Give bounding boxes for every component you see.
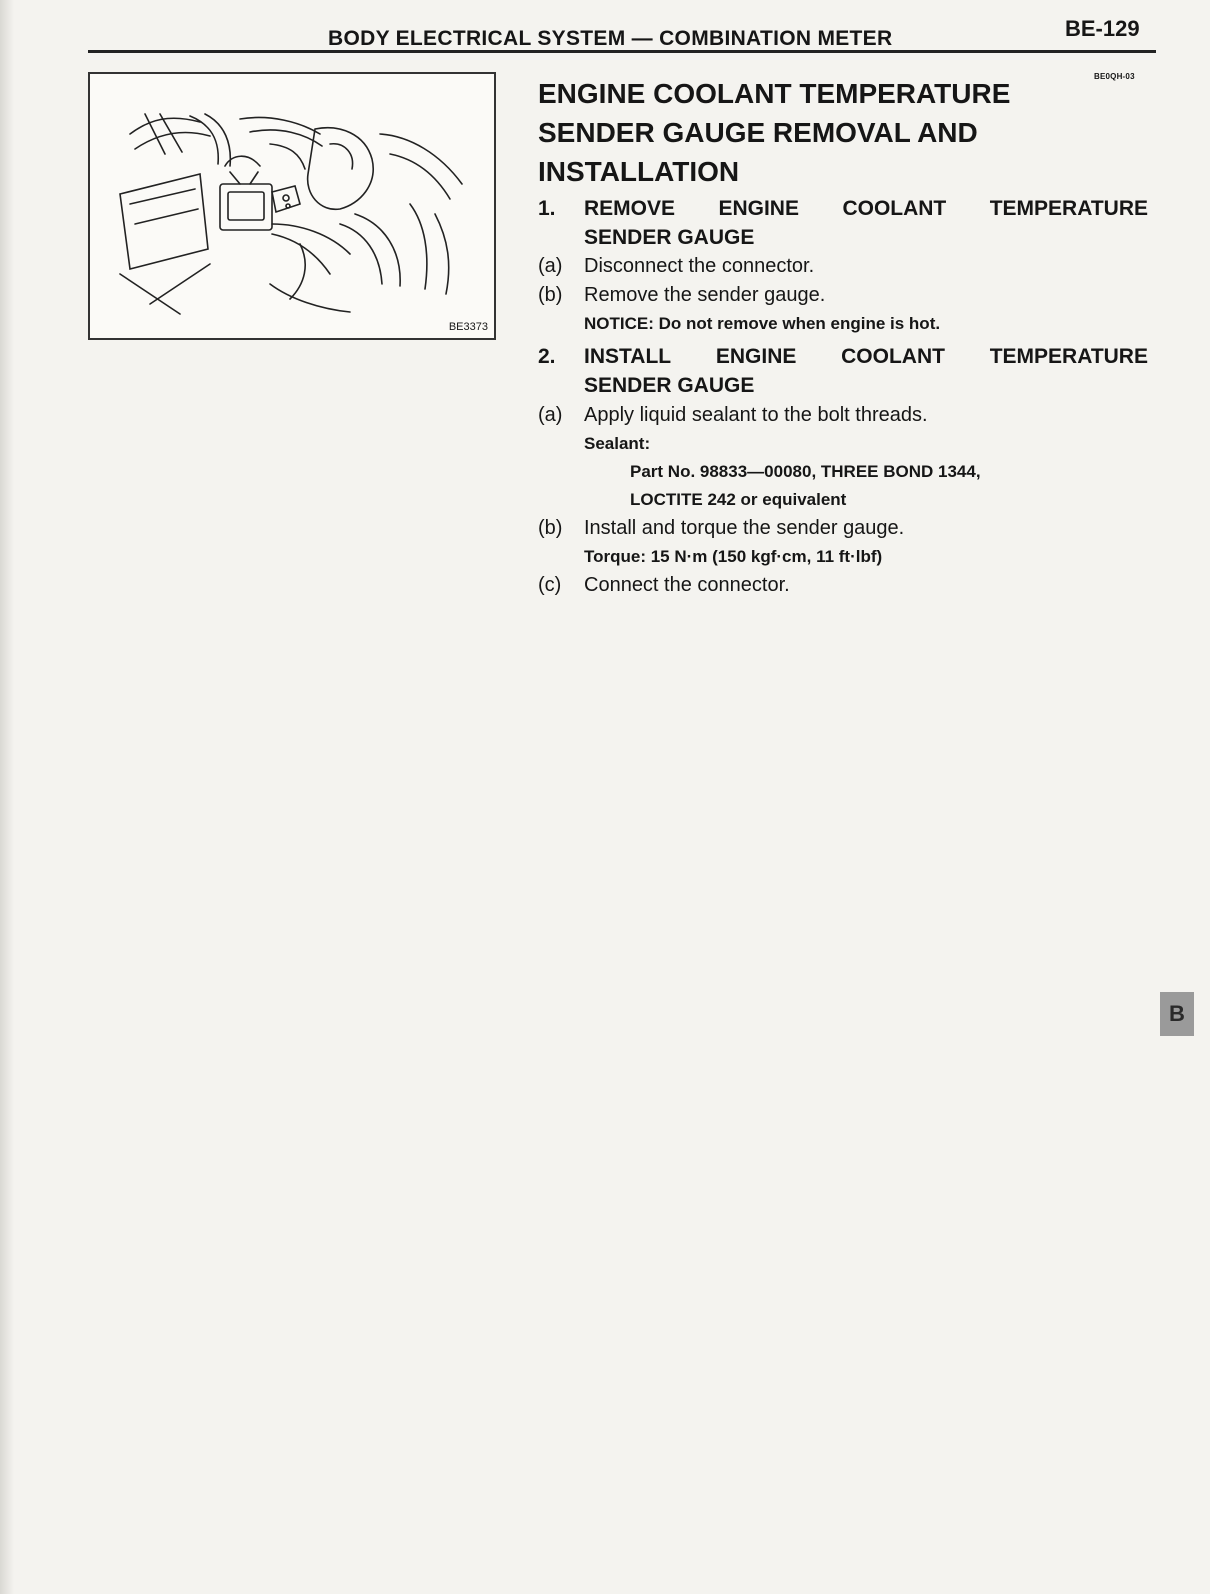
substep-label: (c): [538, 574, 562, 596]
substep: [538, 514, 1148, 543]
substep: [538, 401, 1148, 430]
substep-text: Apply liquid sealant to the bolt threads.: [584, 404, 928, 426]
substep-text: Connect the connector.: [584, 574, 790, 596]
substep: [538, 571, 1148, 600]
substep-text: Install and torque the sender gauge.: [584, 517, 905, 539]
substep-text: Remove the sender gauge.: [584, 284, 826, 306]
sender-gauge-illustration: [88, 72, 496, 340]
section-title-line: ENGINE COOLANT TEMPERATURE: [538, 78, 1011, 109]
substep-label: (b): [538, 517, 563, 539]
sealant-spec-line: LOCTITE 242 or equivalent: [630, 490, 847, 509]
step-1-heading: [538, 194, 1148, 252]
step-title-word: COOLANT: [842, 197, 947, 220]
sealant-spec-line: Part No. 98833—00080, THREE BOND 1344,: [630, 462, 981, 481]
figure-id-label: BE3373: [448, 321, 488, 333]
sealant-label: Sealant:: [584, 434, 651, 453]
step-title-word: TEMPERATURE: [989, 345, 1148, 368]
torque-spec: Torque: 15 N·m (150 kgf·cm, 11 ft·lbf): [584, 547, 883, 566]
section-title-line: INSTALLATION: [538, 156, 740, 187]
step-title-word: INSTALL: [584, 345, 672, 368]
step-title-line2: SENDER GAUGE: [584, 226, 755, 249]
section-code-tag: BE0QH-03: [1094, 72, 1135, 81]
step-title-word: COOLANT: [841, 345, 945, 368]
step-1-block: [538, 194, 1148, 338]
step-2-heading: [538, 342, 1148, 400]
page-number: BE-129: [1065, 16, 1140, 41]
step-number: 2.: [538, 345, 556, 368]
step-title-word: ENGINE: [718, 197, 799, 220]
notice-text: NOTICE: Do not remove when engine is hot.: [584, 314, 941, 333]
step-number: 1.: [538, 197, 556, 220]
substep-text: Disconnect the connector.: [584, 255, 815, 277]
step-2-block: [538, 342, 1148, 600]
header-title: BODY ELECTRICAL SYSTEM — COMBINATION METER: [328, 27, 893, 50]
step-title-line2: SENDER GAUGE: [584, 374, 755, 397]
header-rule: [88, 50, 1156, 53]
step-title-word: ENGINE: [715, 345, 797, 368]
substep-label: (a): [538, 404, 563, 426]
substep-label: (a): [538, 255, 563, 277]
section-side-tab: B: [1160, 992, 1194, 1036]
substep: [538, 281, 1148, 310]
section-title-line: SENDER GAUGE REMOVAL AND: [538, 117, 978, 148]
substep-label: (b): [538, 284, 563, 306]
substep: [538, 252, 1148, 281]
engine-sketch-drawing: [90, 74, 494, 338]
scan-edge-shadow: [0, 0, 14, 1594]
step-title-word: TEMPERATURE: [989, 197, 1148, 220]
section-title: [538, 74, 1138, 191]
step-title-word: REMOVE: [584, 197, 676, 220]
